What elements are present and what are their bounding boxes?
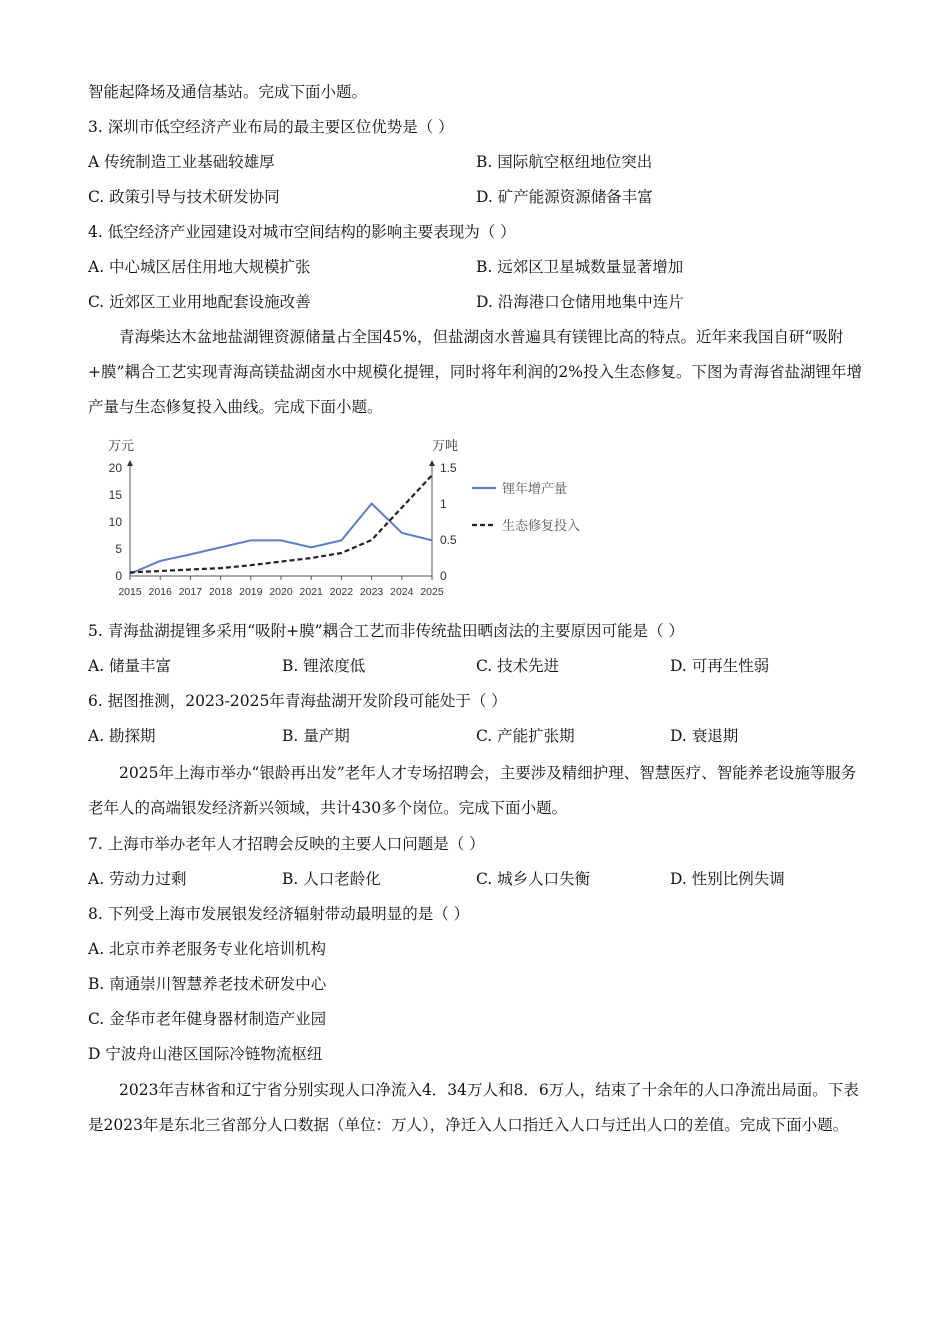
q8-option-a: A. 北京市养老服务专业化培训机构 [88,940,327,958]
right-tick-label: 0 [440,569,447,583]
left-tick-label: 5 [115,542,122,556]
x-tick-label: 2017 [178,586,203,598]
q3-option-a: A 传统制造工业基础较雄厚 [88,153,275,171]
q6-option-b: B. 量产期 [282,727,350,745]
q5-option-a: A. 储量丰富 [88,657,172,675]
q7-option-a: A. 劳动力过剩 [88,870,187,888]
x-tick-label: 2021 [299,586,323,598]
x-tick-label: 2025 [420,586,444,598]
q4-option-a: A. 中心城区居住用地大规模扩张 [88,258,311,276]
right-tick-label: 1 [440,497,447,511]
right-axis-arrow-icon [429,460,435,466]
right-tick-label: 0.5 [440,533,457,547]
left-tick-label: 0 [115,569,122,583]
lithium-chart [100,432,620,602]
q6-option-c: C. 产能扩张期 [476,727,575,745]
q7-stem: 7. 上海市举办老年人才招聘会反映的主要人口问题是（ ） [88,835,485,853]
q5-option-b: B. 锂浓度低 [282,657,366,675]
q4-option-c: C. 近郊区工业用地配套设施改善 [88,293,311,311]
q3-option-d: D. 矿产能源资源储备丰富 [476,188,653,206]
q8-option-c: C. 金华市老年健身器材制造产业园 [88,1010,327,1028]
right-unit-label: 万吨 [432,438,459,453]
q8-stem: 8. 下列受上海市发展银发经济辐射带动最明显的是（ ） [88,905,470,923]
q4-option-b: B. 远郊区卫星城数量显著增加 [476,258,684,276]
q3-option-c: C. 政策引导与技术研发协同 [88,188,280,206]
q6-option-a: A. 勘探期 [88,727,156,745]
passage-northeast: 2023年吉林省和辽宁省分别实现人口净流入4．34万人和8．6万人，结束了十余年的人口净流出局面。下表是2023年是东北三省部分人口数据（单位：万人），净迁入人口指迁入人口与迁出人口的差值。完成下面小题。 [88,1081,859,1134]
x-tick-label: 2016 [148,586,172,598]
left-tick-label: 20 [108,461,122,475]
x-tick-label: 2020 [269,586,293,598]
q4-option-d: D. 沿海港口仓储用地集中连片 [476,293,684,311]
q3-option-b: B. 国际航空枢纽地位突出 [476,153,653,171]
left-axis-arrow-icon [127,460,133,466]
left-unit-label: 万元 [108,438,135,453]
q7-option-b: B. 人口老龄化 [282,870,381,888]
right-tick-label: 1.5 [440,461,457,475]
passage-shanghai: 2025年上海市举办“银龄再出发”老年人才专场招聘会，主要涉及精细护理、智慧医疗、智能养老设施等服务老年人的高端银发经济新兴领域，共计430多个岗位。完成下面小题。 [88,764,857,817]
q5-option-c: C. 技术先进 [476,657,560,675]
x-tick-label: 2018 [208,586,233,598]
passage-lithium: 青海柴达木盆地盐湖锂资源储量占全国45%，但盐湖卤水普遍具有镁锂比高的特点。近年来我国自研“吸附+膜”耦合工艺实现青海高镁盐湖卤水中规模化提锂，同时将年利润的2%投入生态修复。下图为青海省盐湖锂年增产量与生态修复投入曲线。完成下面小题。 [88,328,863,416]
legend-label: 生态修复投入 [502,518,581,533]
x-tick-label: 2015 [118,586,142,598]
x-tick-label: 2019 [239,586,263,598]
intro-tail: 智能起降场及通信基站。完成下面小题。 [88,83,368,101]
q6-option-d: D. 衰退期 [670,727,739,745]
q5-stem: 5. 青海盐湖提锂多采用“吸附+膜”耦合工艺而非传统盐田晒卤法的主要原因可能是（ ） [88,622,684,640]
x-tick-label: 2022 [329,586,354,598]
left-tick-label: 15 [108,488,122,502]
q4-stem: 4. 低空经济产业园建设对城市空间结构的影响主要表现为（ ） [88,223,516,241]
left-tick-label: 10 [108,515,122,529]
x-tick-label: 2024 [390,586,414,598]
q6-stem: 6. 据图推测，2023-2025年青海盐湖开发阶段可能处于（ ） [88,692,507,710]
q7-option-c: C. 城乡人口失衡 [476,870,591,888]
q5-option-d: D. 可再生性弱 [670,657,770,675]
q8-option-b: B. 南通崇川智慧养老技术研发中心 [88,975,327,993]
q7-option-d: D. 性别比例失调 [670,870,785,888]
series-line-lithium-output [130,504,432,574]
x-tick-label: 2023 [359,586,384,598]
q3-stem: 3. 深圳市低空经济产业布局的最主要区位优势是（ ） [88,118,454,136]
legend-label: 锂年增产量 [502,481,568,496]
q8-option-d: D 宁波舟山港区国际冷链物流枢纽 [88,1045,323,1063]
